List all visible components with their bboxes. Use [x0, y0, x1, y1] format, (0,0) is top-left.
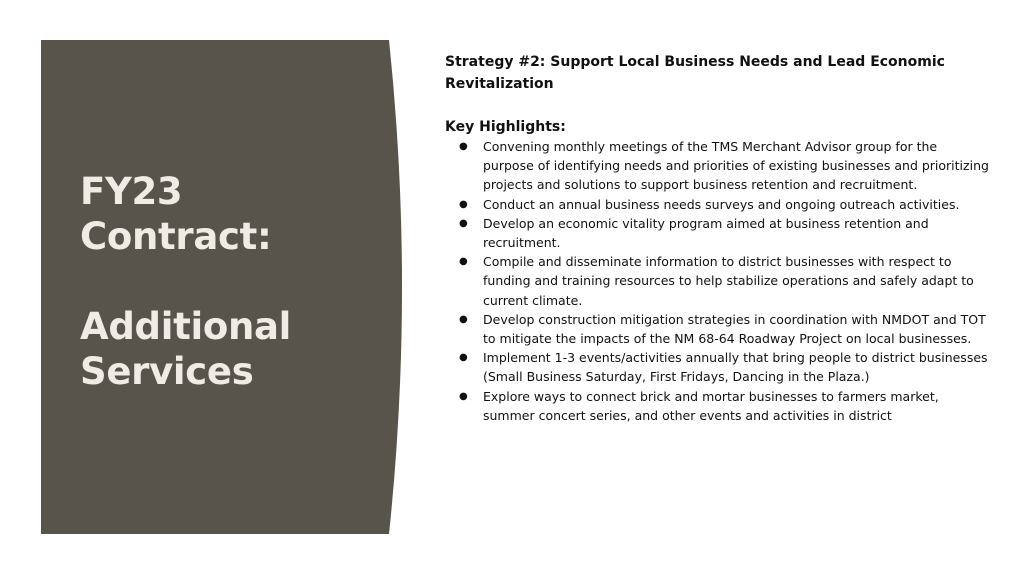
panel-title-line: Additional: [80, 305, 292, 348]
strategy-title: Strategy #2: Support Local Business Needs and Lead Economic Revitalization: [445, 54, 945, 92]
highlight-item: [445, 137, 991, 195]
bullet-icon: ●: [459, 217, 468, 229]
panel-title-line: Services: [80, 350, 254, 393]
bullet-icon: ●: [459, 141, 468, 152]
bullet-icon: ●: [459, 313, 468, 325]
highlight-item: [445, 252, 991, 310]
panel-title-spacer: [80, 259, 400, 304]
highlights-list: [445, 137, 991, 425]
bullet-icon: ●: [459, 256, 468, 268]
panel-title-line: FY23: [80, 170, 183, 213]
highlight-text: Develop construction mitigation strategies in coordination with NMDOT and TOT to mitigate the impacts of the NM 68-64 Roadway Project on local businesses.: [483, 311, 986, 347]
panel-title-line: Contract:: [80, 215, 272, 258]
highlight-item: [445, 387, 991, 425]
highlight-text: Conduct an annual business needs surveys and ongoing outreach activities.: [483, 196, 960, 212]
highlight-item: [445, 214, 991, 252]
highlights-heading: Key Highlights:: [445, 119, 566, 135]
bullet-icon: ●: [459, 198, 468, 210]
highlight-text: Explore ways to connect brick and mortar businesses to farmers market, summer concert series, and other events and activities in district: [483, 388, 939, 423]
highlight-item: [445, 195, 991, 214]
title-panel: [41, 40, 415, 534]
highlight-text: Convening monthly meetings of the TMS Merchant Advisor group for the purpose of identifying needs and priorities of existing businesses and prioritizing projects and solutions to support business retention and recruitment.: [483, 139, 989, 193]
highlight-text: Implement 1-3 events/activities annually that bring people to district businesses (Small Business Saturday, First Fridays, Dancing in the Plaza.): [483, 350, 988, 385]
bullet-icon: ●: [459, 352, 468, 364]
highlight-item: [445, 310, 991, 348]
slide-content: [445, 51, 991, 425]
panel-title: [80, 169, 400, 394]
highlight-item: [445, 348, 991, 386]
highlight-text: Compile and disseminate information to district businesses with respect to funding and training resources to help stabilize operations and safely adapt to current climate.: [483, 254, 974, 308]
bullet-icon: ●: [459, 390, 468, 402]
highlight-text: Develop an economic vitality program aimed at business retention and recruitment.: [483, 215, 929, 251]
